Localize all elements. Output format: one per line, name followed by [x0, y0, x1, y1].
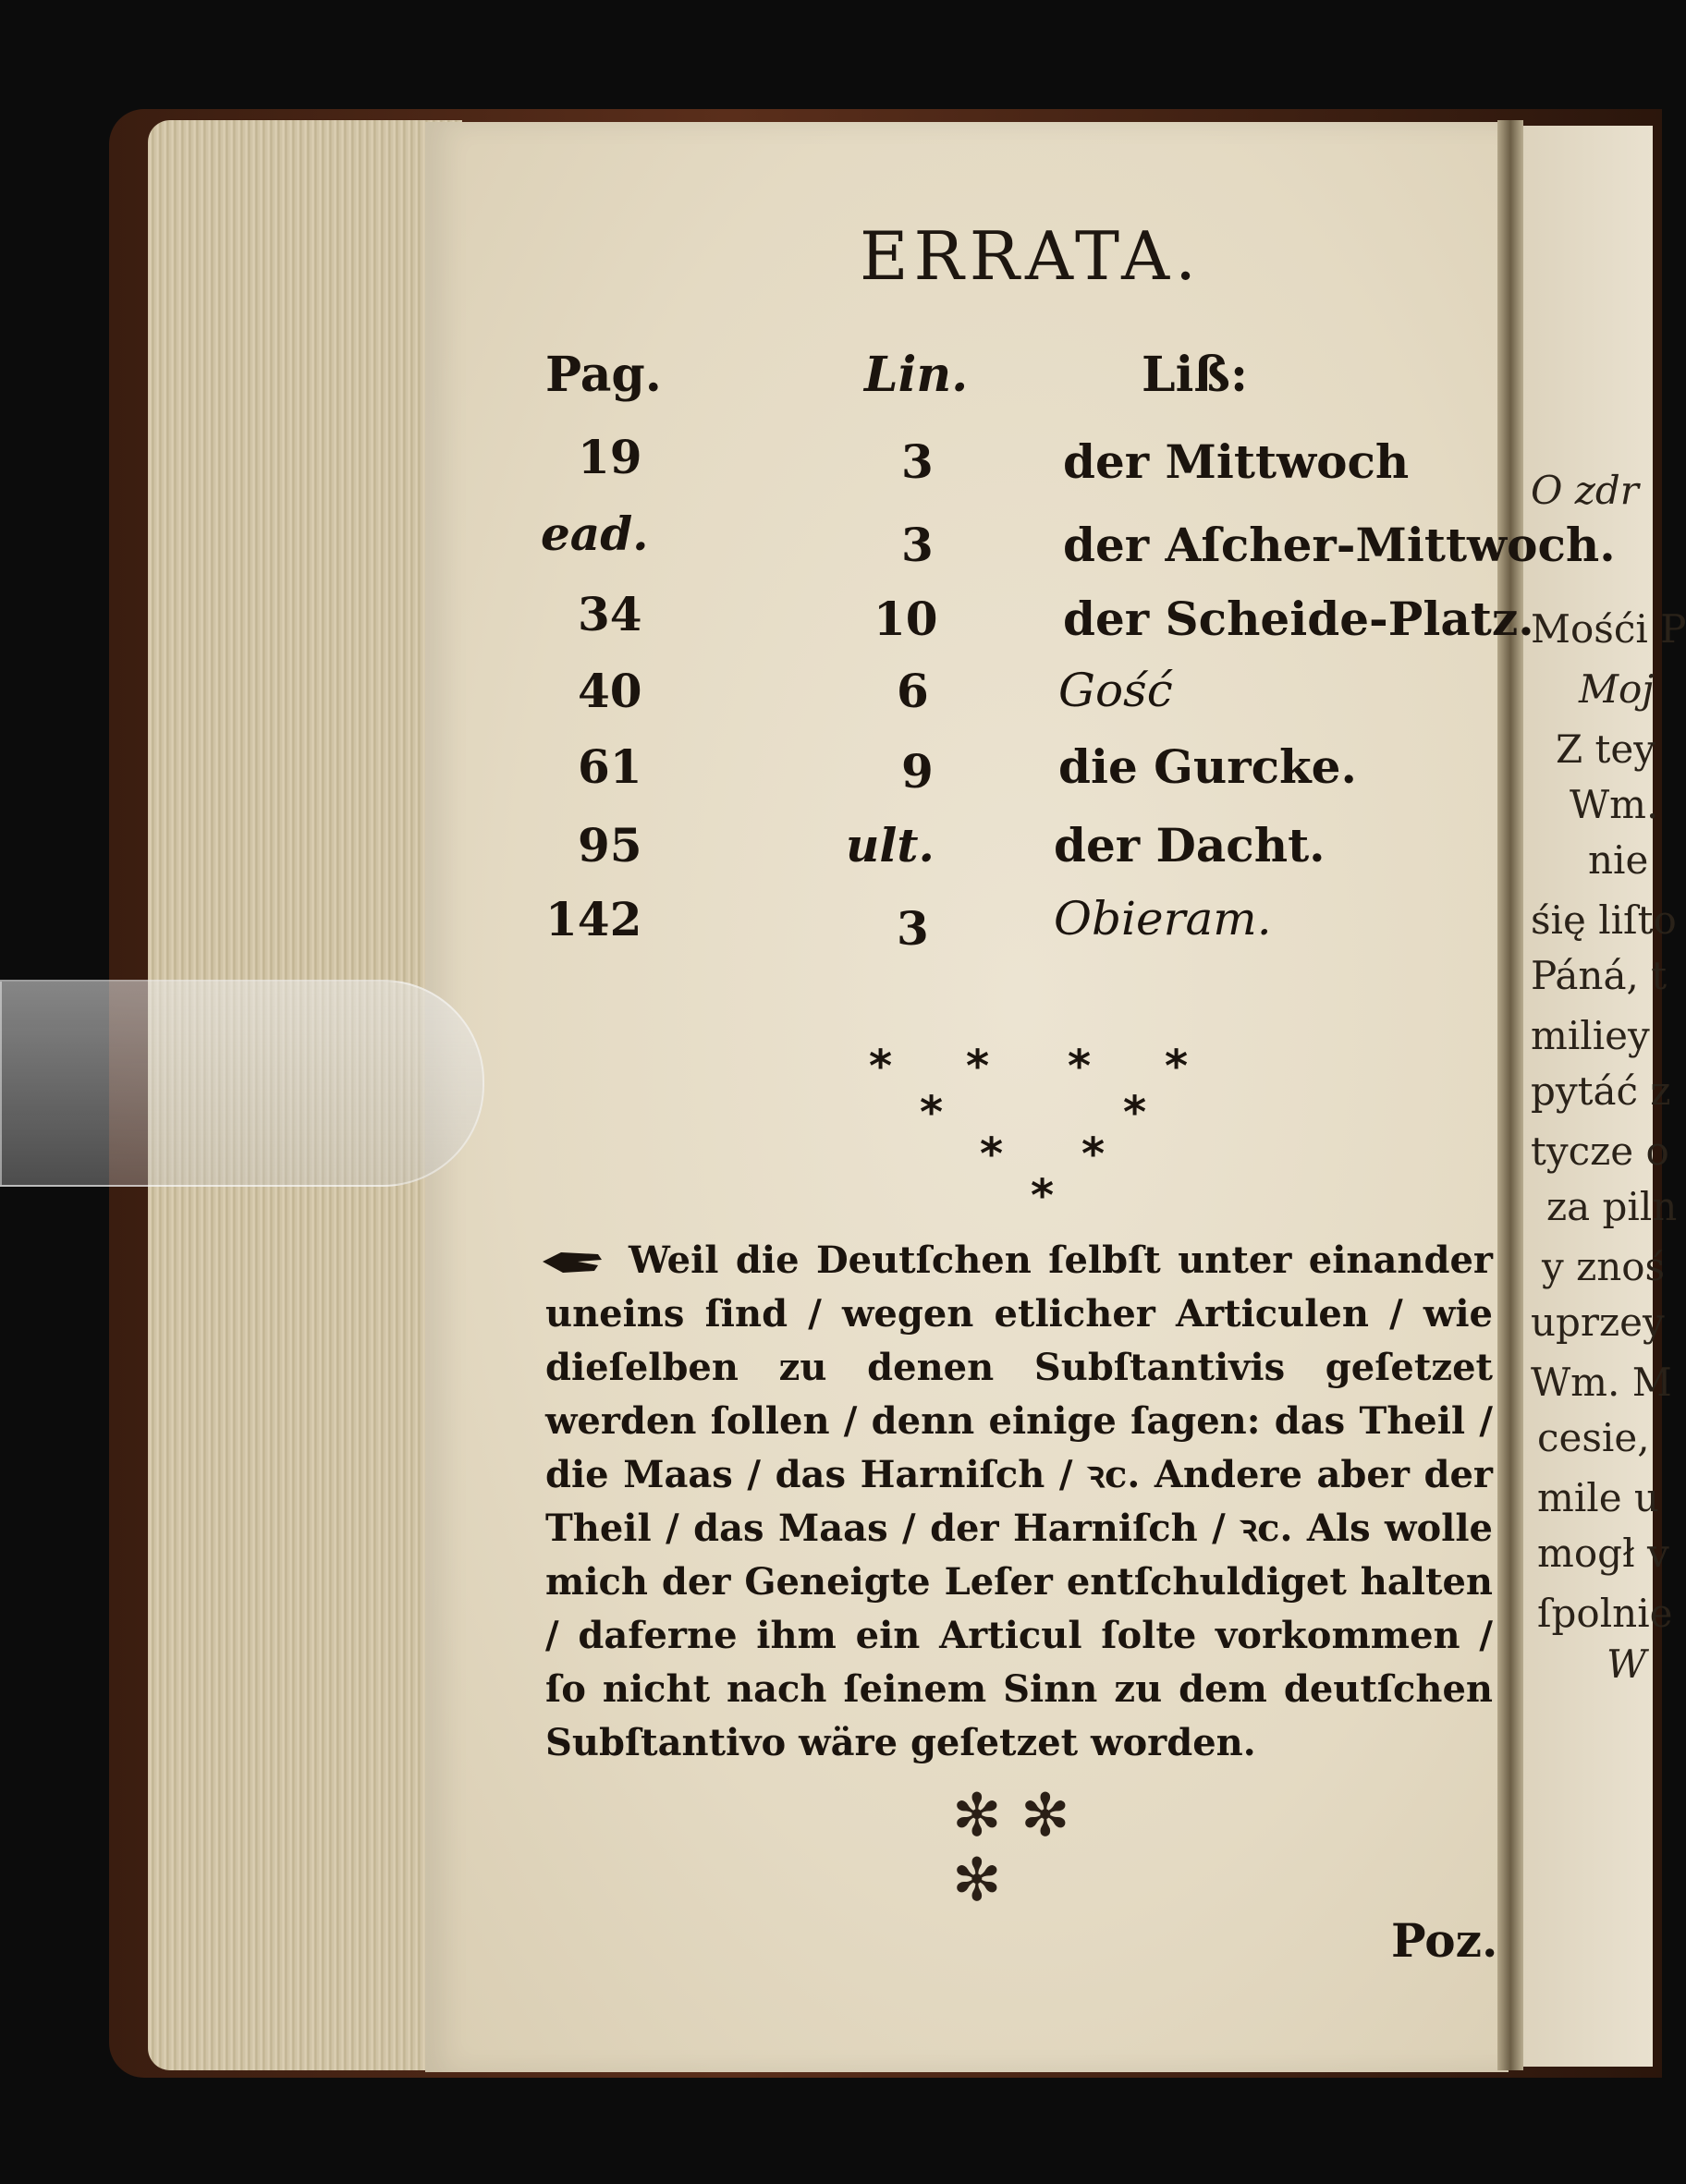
row-page: 142 [545, 892, 642, 946]
facing-line: Mośći P [1531, 606, 1686, 652]
facing-line: mile u [1537, 1475, 1659, 1520]
facing-line: W [1607, 1641, 1647, 1687]
facing-line: Wm. [1570, 782, 1659, 827]
star-icon: * [980, 1129, 1004, 1180]
row-line: ult. [846, 818, 935, 872]
facing-line: nie [1588, 837, 1649, 883]
facing-line: Wm. M [1531, 1360, 1672, 1405]
facing-line: y znoś [1542, 1244, 1666, 1289]
star-ornament [860, 1035, 1192, 1220]
note-text: Weil die Deutſchen ſelbſt unter einander uneins ſind / wegen etlicher Articulen / wie dieſelben zu denen Subſtantivis geſetzet werden ſollen / denn einige ſagen: das Theil / die Maas / das Harniſch / ꝛc. Andere aber der Theil / das Maas / der Harniſch / ꝛc. Als wolle mich der Geneigte Leſer entſchuldiget halten / daferne ihm ein Articul ſolte vorkommen / ſo nicht nach ſeinem Sinn zu dem deutſchen Subſtantivo wäre geſetzet worden. [545, 1238, 1493, 1764]
column-header-page: Pag. [545, 347, 662, 403]
facing-line: za piln [1546, 1184, 1678, 1229]
star-icon: * [1123, 1087, 1147, 1139]
facing-line: Moj [1579, 666, 1655, 712]
facing-line: O zdr [1531, 468, 1639, 513]
facing-line: cesie, [1537, 1415, 1650, 1460]
row-line: 6 [897, 664, 929, 718]
row-page: ead. [541, 506, 649, 561]
facing-line: śię liſto [1531, 897, 1677, 943]
column-header-read: Liß: [1142, 347, 1249, 403]
fleuron-ornament: ✻ ✻ ✻ [952, 1782, 1070, 1915]
row-page: 95 [578, 818, 642, 872]
facing-line: miliey [1531, 1013, 1650, 1058]
star-icon: * [966, 1041, 990, 1092]
facing-line: Páná, t [1531, 953, 1668, 998]
row-line: 9 [901, 744, 934, 799]
page-title: ERRATA. [860, 217, 1203, 295]
star-icon: * [920, 1087, 944, 1139]
row-reading: der Aſcher-Mittwoch. [1063, 518, 1616, 572]
row-page: 40 [578, 664, 642, 718]
row-reading: der Mittwoch [1063, 434, 1410, 489]
row-page: 61 [578, 739, 642, 794]
row-page: 34 [578, 587, 642, 641]
row-line: 10 [874, 592, 938, 646]
row-line: 3 [901, 434, 934, 489]
catchword: Poz. [1391, 1913, 1498, 1968]
book-gutter [1497, 120, 1523, 2070]
row-reading: Gość [1058, 664, 1173, 717]
star-icon: * [1081, 1129, 1106, 1180]
facing-line: tycze o [1531, 1129, 1669, 1174]
facing-line: Z tey [1556, 726, 1655, 772]
transparent-page-holder [0, 980, 484, 1187]
star-icon: * [1031, 1170, 1055, 1222]
facing-line: mogł v [1537, 1531, 1669, 1576]
row-reading: der Scheide-Platz. [1063, 592, 1534, 646]
row-reading: die Gurcke. [1058, 739, 1357, 794]
facing-page [1523, 126, 1686, 2067]
row-line: 3 [901, 518, 934, 572]
facing-line: ſpolnie [1537, 1591, 1673, 1636]
column-header-line: Lin. [864, 347, 969, 403]
row-line: 3 [897, 901, 929, 956]
star-icon: * [869, 1041, 893, 1092]
note-paragraph [545, 1234, 1493, 1770]
row-page: 19 [578, 430, 642, 484]
star-icon: * [1165, 1041, 1189, 1092]
row-reading: Obieram. [1054, 892, 1272, 946]
facing-line: pytáć z [1531, 1068, 1671, 1114]
facing-line: uprzey [1531, 1299, 1665, 1345]
row-reading: der Dacht. [1054, 818, 1326, 872]
star-icon: * [1068, 1041, 1092, 1092]
